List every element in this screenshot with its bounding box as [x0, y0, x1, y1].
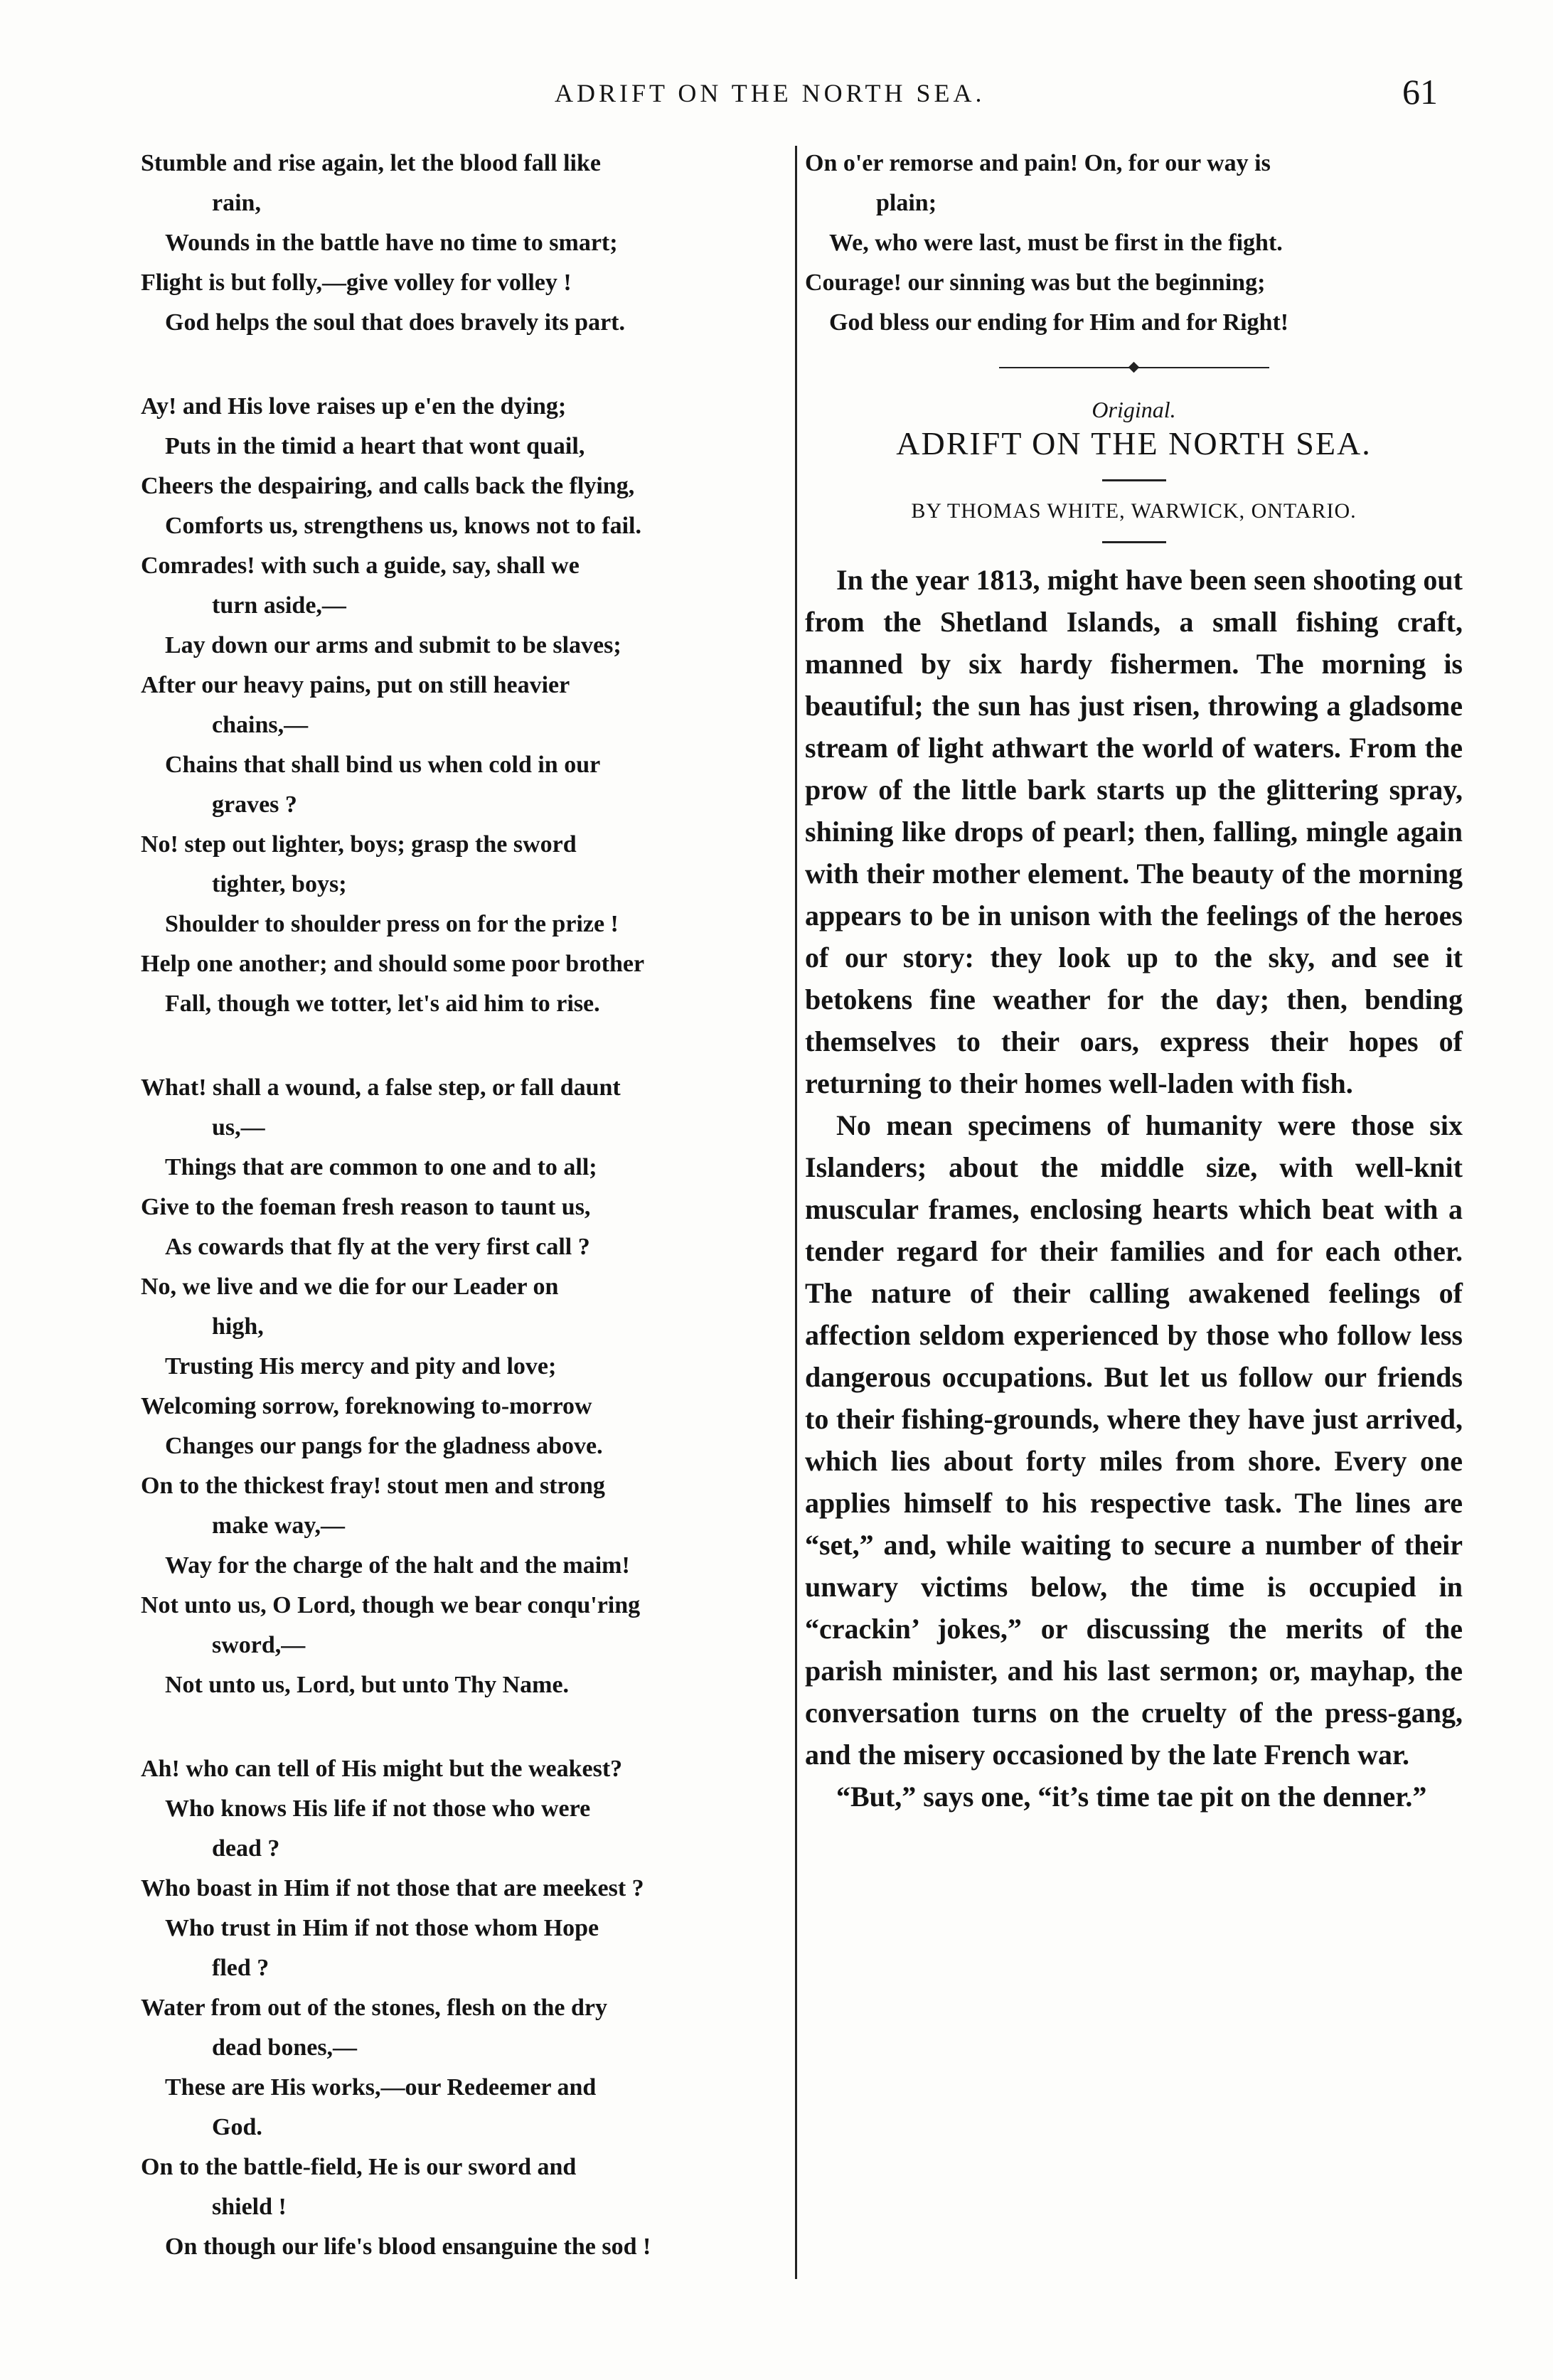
poem-line: Way for the charge of the halt and the maim! [165, 1552, 630, 1579]
article-paragraph: In the year 1813, might have been seen shooting out from the Shetland Islands, a small fishing craft, manned by six hardy fishermen. The morning is beautiful; the sun has just risen, throwing a gladsome stream of light athwart the world of waters. From the prow of the little bark starts up the glittering spray, shining like drops of pearl; then, falling, mingle again with their mother element. The beauty of the morning appears to be in unison with the feelings of the heroes of our story: they look up to the sky, and see it betokens fine weather for the day; then, bending themselves to their oars, express their hopes of returning to their homes well-laden with fish. [805, 564, 1463, 1099]
poem-line: We, who were last, must be first in the fight. [829, 230, 1283, 256]
poem-line: Comrades! with such a guide, say, shall we [141, 553, 580, 579]
poem-line: Things that are common to one and to all; [165, 1154, 597, 1180]
poem-line: rain, [212, 190, 261, 216]
poem-line: Chains that shall bind us when cold in our [165, 752, 601, 778]
poem-line: Puts in the timid a heart that wont quail, [165, 433, 585, 459]
column-divider [795, 146, 797, 2279]
poem-line: These are His works,—our Redeemer and [165, 2074, 597, 2101]
poem-line: Who boast in Him if not those that are meekest ? [141, 1875, 644, 1901]
poem-line: On to the battle-field, He is our sword and [141, 2154, 577, 2180]
poem-line: After our heavy pains, put on still heavier [141, 672, 570, 698]
article-paragraph: “But,” says one, “it’s time tae pit on the denner.” [836, 1781, 1427, 1813]
poem-line: Fall, though we totter, let's aid him to rise. [165, 991, 600, 1017]
poem-line: On to the thickest fray! stout men and strong [141, 1473, 605, 1499]
poem-line: Help one another; and should some poor brother [141, 951, 645, 977]
poem-line: God. [212, 2114, 262, 2140]
poem-line: graves ? [212, 791, 297, 818]
page-number: 61 [1402, 72, 1438, 112]
poem-line: Comforts us, strengthens us, knows not to fail. [165, 513, 641, 539]
article-paragraph: No mean specimens of humanity were those six Islanders; about the middle size, with well-knit muscular frames, enclosing hearts which beat with a tender regard for their families and for each other. The nature of their calling awakened feelings of affection seldom experienced by those who follow less dangerous occupations. But let us follow our friends to their fishing-grounds, where they have just arrived, which lies about forty miles from shore. Every one applies himself to his respective task. The lines are “set,” and, while waiting to secure a number of their unwary victims below, the time is occupied in “crackin’ jokes,” or discussing the merits of the parish minister, and his last sermon; or, mayhap, the conversation turns on the cruelty of the press-gang, and the misery occasioned by the late French war. [805, 1109, 1463, 1771]
poem-line: No! step out lighter, boys; grasp the sword [141, 831, 577, 858]
running-title: ADRIFT ON THE NORTH SEA. [555, 79, 986, 107]
poem-line: Trusting His mercy and pity and love; [165, 1353, 557, 1380]
poem-line: God bless our ending for Him and for Right! [829, 309, 1289, 336]
poem-line: Water from out of the stones, flesh on the dry [141, 1995, 608, 2021]
poem-line: Not unto us, O Lord, though we bear conqu'ring [141, 1592, 641, 1618]
poem-line: dead ? [212, 1835, 280, 1862]
poem-stanza [141, 1068, 788, 1705]
poem-stanza [141, 144, 788, 343]
poem-line: turn aside,— [212, 592, 346, 619]
poem-line: On though our life's blood ensanguine the sod ! [165, 2234, 651, 2260]
poem-line: Welcoming sorrow, foreknowing to-morrow [141, 1393, 592, 1419]
poem-line: No, we live and we die for our Leader on [141, 1274, 559, 1300]
poem-line: Ay! and His love raises up e'en the dying; [141, 393, 567, 420]
ornamental-rule [999, 364, 1269, 371]
poem-line: Ah! who can tell of His might but the weakest? [141, 1756, 623, 1782]
poem-line: tighter, boys; [212, 871, 347, 897]
poem-line: dead bones,— [212, 2034, 358, 2061]
page-header [0, 71, 1553, 121]
poem-column-left [141, 144, 788, 2311]
poem-line: Courage! our sinning was but the beginning; [805, 270, 1266, 296]
poem-stanza [141, 387, 788, 1024]
poem-line: Not unto us, Lord, but unto Thy Name. [165, 1672, 570, 1698]
poem-line: Changes our pangs for the gladness above. [165, 1433, 603, 1459]
title-rule [1102, 479, 1166, 481]
poem-line: sword,— [212, 1632, 306, 1658]
article-title: ADRIFT ON THE NORTH SEA. [896, 425, 1372, 461]
poem-stanza [805, 144, 1463, 343]
article-byline: BY THOMAS WHITE, WARWICK, ONTARIO. [911, 499, 1357, 523]
poem-line: chains,— [212, 712, 309, 738]
poem-line: us,— [212, 1114, 265, 1141]
poem-line: fled ? [212, 1955, 269, 1981]
poem-line: plain; [876, 190, 937, 216]
poem-line: Give to the foeman fresh reason to taunt us, [141, 1194, 591, 1220]
poem-line: God helps the soul that does bravely its part. [165, 309, 625, 336]
poem-line: Cheers the despairing, and calls back the flying, [141, 473, 635, 499]
right-column [805, 144, 1463, 1818]
poem-line: make way,— [212, 1512, 345, 1539]
poem-line: Shoulder to shoulder press on for the prize ! [165, 911, 619, 937]
poem-line: Lay down our arms and submit to be slaves; [165, 632, 621, 658]
original-label: Original. [1092, 397, 1176, 422]
diamond-ornament-icon [1128, 362, 1139, 373]
poem-line: As cowards that fly at the very first call ? [165, 1234, 590, 1260]
poem-line: Who knows His life if not those who were [165, 1795, 591, 1822]
poem-line: Who trust in Him if not those whom Hope [165, 1915, 599, 1941]
poem-stanza [141, 1749, 788, 2267]
poem-line: Wounds in the battle have no time to smart; [165, 230, 618, 256]
byline-rule [1102, 541, 1166, 543]
poem-line: On o'er remorse and pain! On, for our way is [805, 150, 1271, 176]
poem-line: high, [212, 1313, 264, 1340]
poem-line: Stumble and rise again, let the blood fall like [141, 150, 601, 176]
poem-line: What! shall a wound, a false step, or fall daunt [141, 1074, 621, 1101]
poem-line: shield ! [212, 2194, 287, 2220]
poem-line: Flight is but folly,—give volley for volley ! [141, 270, 572, 296]
